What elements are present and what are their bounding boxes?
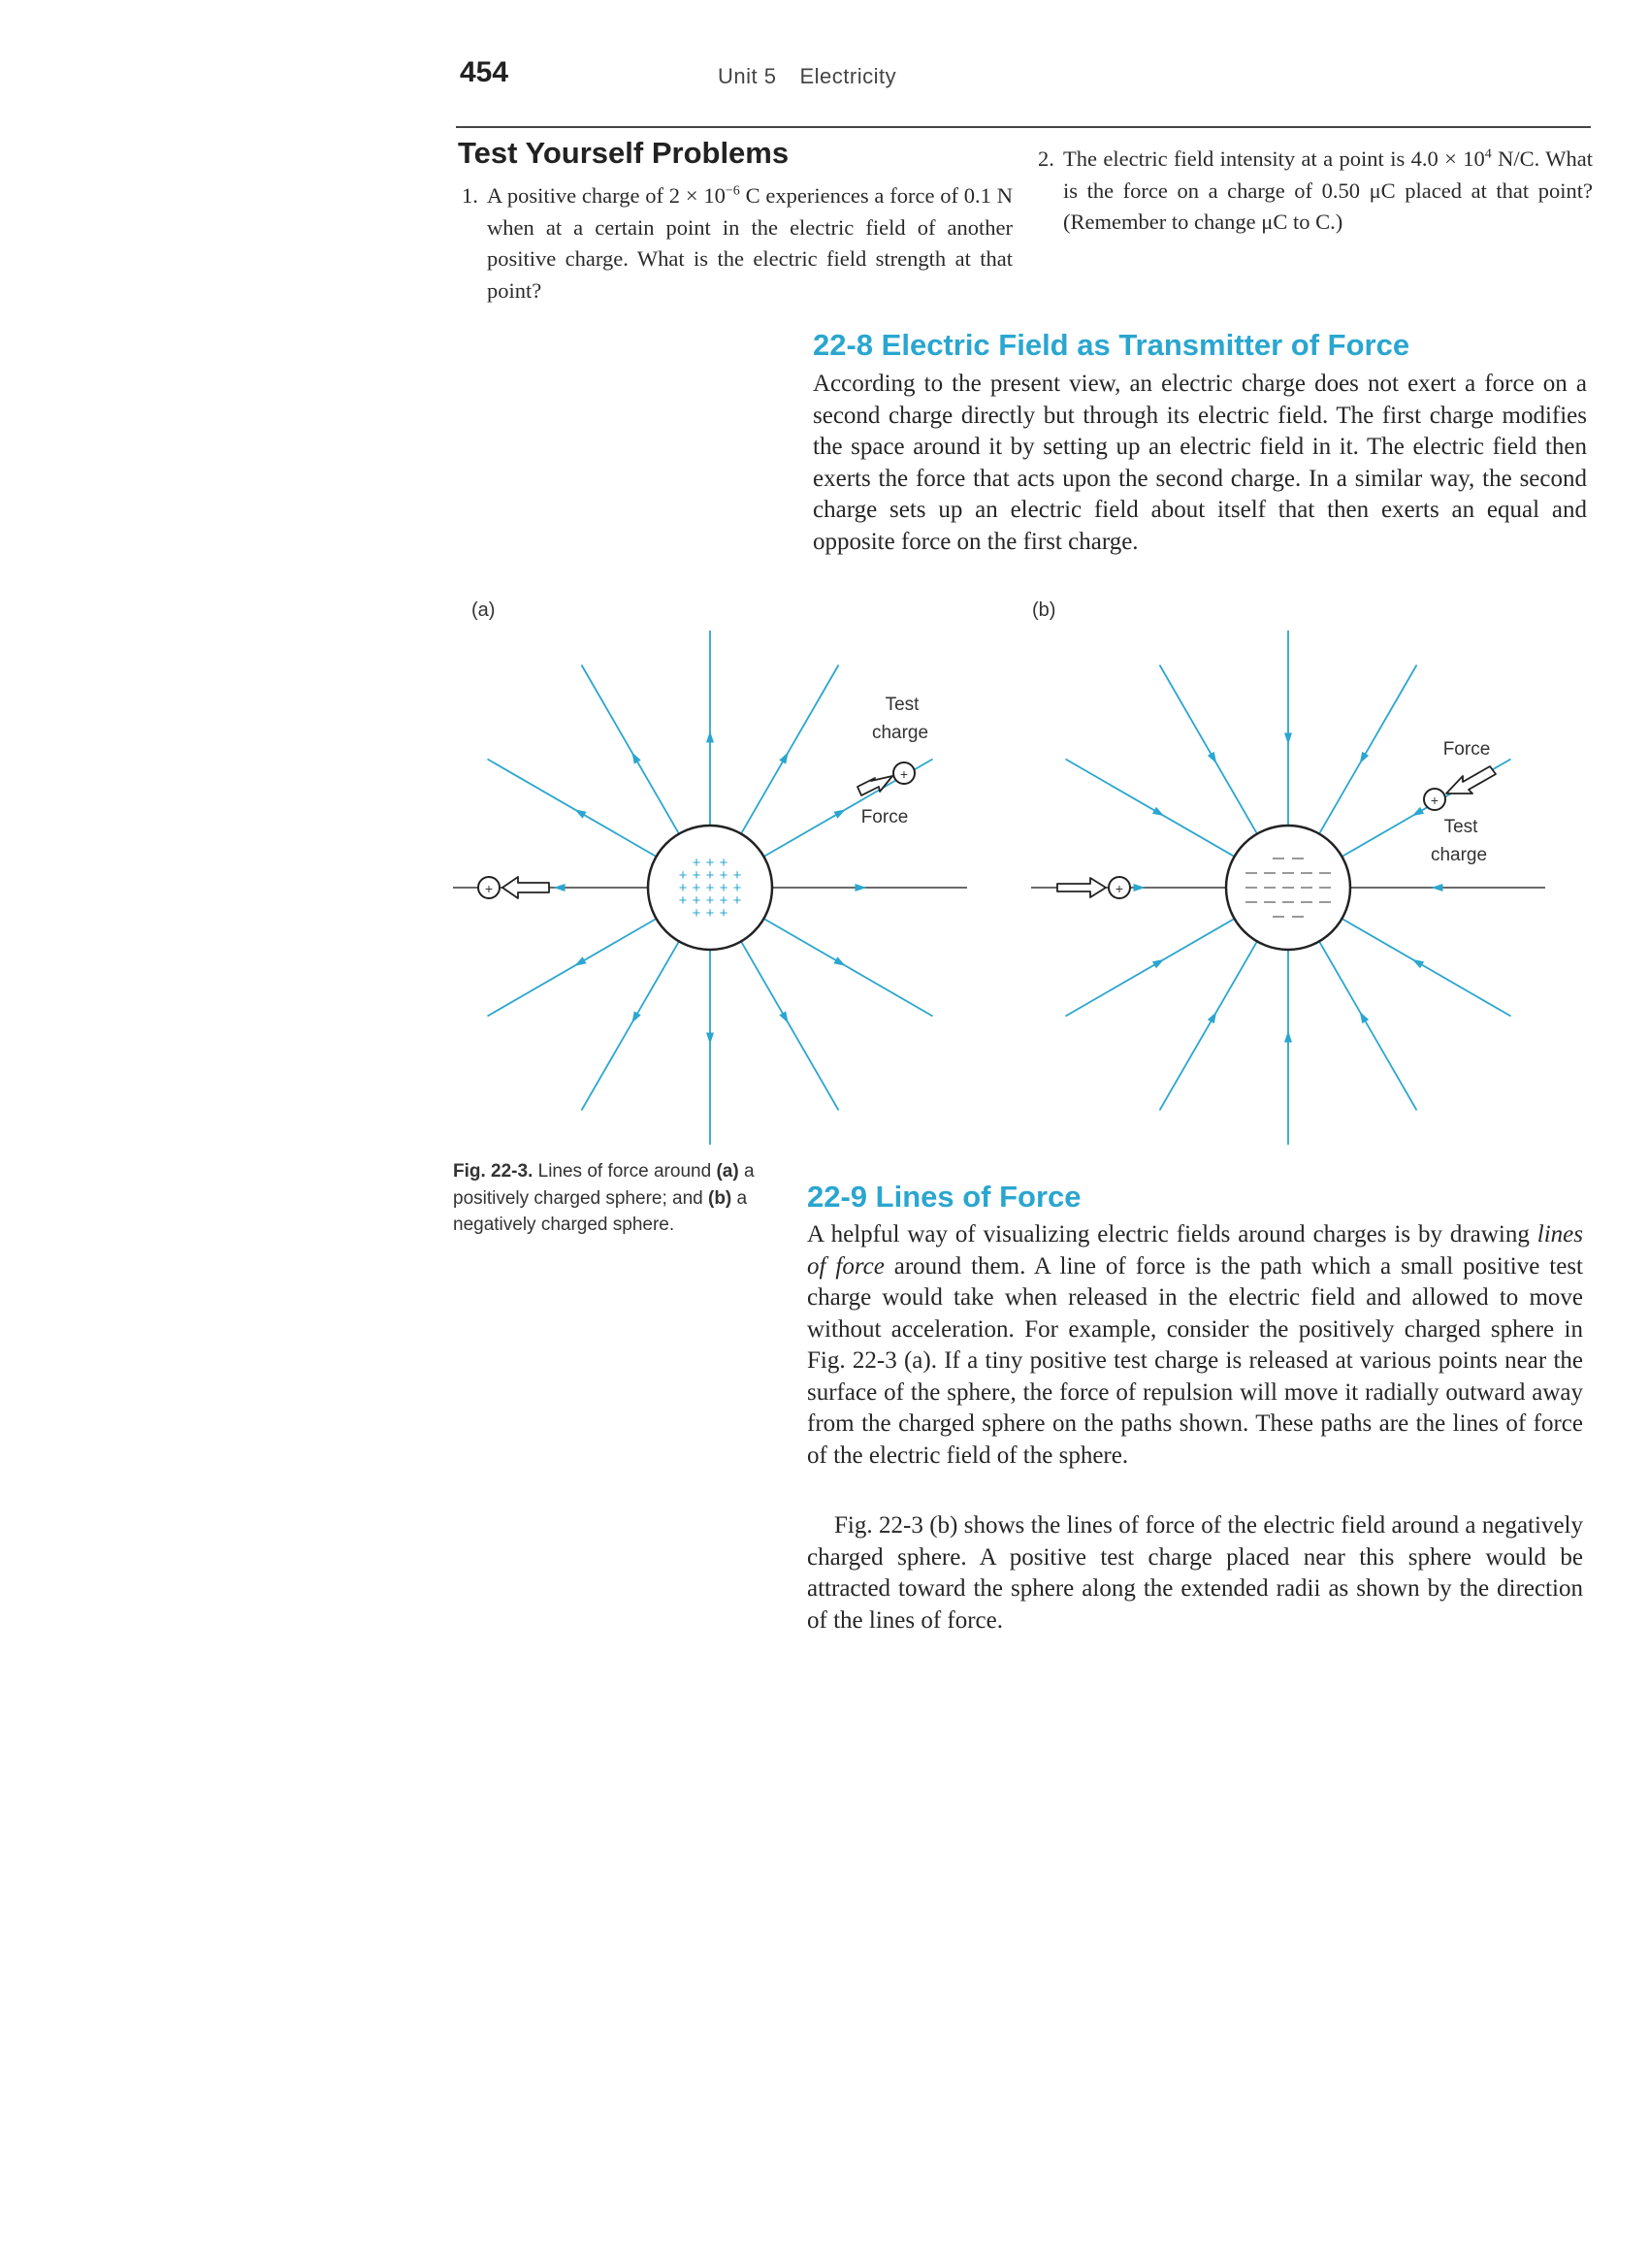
- test-charge-label-a-line1: Test: [885, 695, 920, 715]
- para1-end: around them. A line of force is the path which a small positive test charge would take when released in the electric field and allowed to move without acceleration. For example, consider the positively charged sphere in Fig. 22-3 (a). If a tiny positive test charge is released at various points near the surface of the sphere, the force of repulsion will move it radially outward away from the charged sphere on the paths shown. These paths are the lines of force of the electric field of the sphere.: [807, 1252, 1583, 1469]
- chapter-label: Electricity: [799, 64, 897, 88]
- plus-sign: +: [692, 855, 701, 871]
- section-22-9-paragraph-2: Fig. 22-3 (b) shows the lines of force of the electric field around a negatively charged sphere. A positive test charge placed near this sphere would be attracted toward the sphere along the extended radii as shown by the direction of the lines of force.: [807, 1512, 1583, 1634]
- plus-sign: +: [705, 892, 715, 909]
- left-force-arrow-b: [1057, 878, 1106, 897]
- caption-text-2: a positively charged sphere; and: [453, 1161, 755, 1209]
- field-line: [1160, 665, 1258, 834]
- field-line-arrowhead: [1412, 807, 1424, 816]
- plus-sign: +: [732, 867, 742, 884]
- field-line: [741, 941, 839, 1110]
- figure-caption: [453, 1158, 763, 1239]
- plus-sign: +: [719, 905, 728, 922]
- field-line: [1319, 665, 1417, 834]
- left-force-arrow-a: [502, 877, 549, 898]
- test-charge-b-symbol: +: [1430, 793, 1439, 808]
- problem-2-exponent: 4: [1484, 146, 1492, 162]
- field-line-arrowhead: [554, 884, 566, 891]
- field-line-arrowhead: [1152, 807, 1164, 816]
- field-line: [1066, 760, 1235, 858]
- field-line-arrowhead: [1134, 884, 1146, 891]
- field-line-arrowhead: [1208, 1012, 1216, 1023]
- force-label-b: Force: [1442, 739, 1491, 760]
- plus-sign: +: [732, 892, 742, 909]
- field-line-arrowhead: [1152, 959, 1164, 968]
- panel-b: [1031, 631, 1545, 1145]
- plus-sign: +: [719, 880, 728, 896]
- problem-2-text-start: The electric field intensity at a point is 4.0 × 10: [1063, 146, 1485, 171]
- section-22-8-heading: 22-8 Electric Field as Transmitter of Force: [813, 328, 1410, 362]
- field-line-arrowhead: [1284, 1030, 1292, 1042]
- section-22-9-heading: 22-9 Lines of Force: [807, 1180, 1082, 1214]
- problem-1-exponent: −6: [725, 183, 740, 199]
- problem-2-number: 2.: [1038, 146, 1054, 171]
- plus-sign: +: [719, 867, 728, 884]
- field-line-arrowhead: [1412, 959, 1424, 968]
- plus-sign: +: [732, 880, 742, 896]
- field-line: [1066, 919, 1235, 1017]
- test-charge-a-symbol: +: [899, 766, 909, 782]
- field-line: [1342, 919, 1510, 1017]
- problem-1-number: 1.: [462, 183, 478, 208]
- field-line-arrowhead: [855, 884, 866, 891]
- caption-part-b: (b): [708, 1187, 732, 1209]
- caption-part-a: (a): [716, 1161, 739, 1182]
- para1-start: A helpful way of visualizing electric fields around charges is by drawing: [807, 1221, 1537, 1247]
- plus-sign: +: [692, 867, 701, 884]
- problem-2: [1038, 144, 1593, 239]
- plus-sign: +: [692, 905, 701, 922]
- force-arrow-b: [1446, 766, 1496, 794]
- caption-text-1: Lines of force around: [533, 1161, 717, 1182]
- force-label-a: Force: [860, 807, 909, 827]
- running-head: [718, 64, 896, 89]
- field-line-arrowhead: [706, 1032, 714, 1044]
- figure-label-b: (b): [1032, 599, 1056, 621]
- field-line-arrowhead: [1360, 1012, 1369, 1023]
- field-line-arrowhead: [833, 956, 845, 965]
- plus-sign: +: [705, 880, 715, 896]
- page-number: 454: [460, 56, 509, 88]
- field-line-arrowhead: [1431, 884, 1442, 891]
- problem-2-text-end: N/C. What is the force on a charge of 0.50 μC placed at that point? (Remember to change μC to C.): [1063, 146, 1594, 234]
- para1-italic-term: lines of force: [807, 1221, 1583, 1280]
- plus-sign: +: [705, 867, 715, 884]
- field-line: [763, 919, 932, 1017]
- lines-of-force-figure: [427, 621, 1571, 1164]
- field-line: [741, 665, 839, 834]
- test-yourself-title: Test Yourself Problems: [458, 136, 790, 170]
- field-line-arrowhead: [574, 956, 586, 965]
- header-rule: [456, 126, 1591, 128]
- test-charge-label-a-line2: charge: [871, 723, 929, 743]
- field-line-arrowhead: [1284, 733, 1292, 745]
- field-line-arrowhead: [833, 809, 845, 818]
- panel-a: [453, 631, 967, 1145]
- field-line: [1319, 941, 1417, 1110]
- caption-text-3: a negatively charged sphere.: [453, 1187, 748, 1235]
- problem-1-text-end: C experiences a force of 0.1 N when at a certain point in the electric field of another positive charge. What is the electric field strength at that point?: [487, 183, 1013, 303]
- field-line-arrowhead: [574, 809, 586, 818]
- field-line-arrowhead: [779, 752, 788, 763]
- field-line-arrowhead: [779, 1011, 788, 1022]
- plus-sign: +: [692, 880, 701, 896]
- field-line-arrowhead: [1360, 752, 1369, 763]
- test-charge-label-b-line1: Test: [1443, 817, 1478, 837]
- field-line-arrowhead: [631, 1011, 640, 1022]
- plus-sign: +: [719, 855, 728, 871]
- figure-label-a: (a): [471, 599, 496, 621]
- plus-sign: +: [719, 892, 728, 909]
- section-22-8-body: According to the present view, an electric charge does not exert a force on a second charge directly but through its electric field. The first charge modifies the space around it by setting up an electric field in it. The electric field then exerts the force that acts upon the second charge. In a similar way, the second charge sets up an electric field about itself that then exerts an equal and opposite force on the first charge.: [813, 371, 1587, 555]
- left-test-charge-a-symbol: +: [484, 881, 494, 896]
- plus-sign: +: [705, 905, 715, 922]
- field-line: [488, 760, 657, 858]
- field-line: [582, 665, 680, 834]
- left-test-charge-b-symbol: +: [1115, 881, 1124, 896]
- problem-1: [462, 180, 1013, 307]
- unit-label: Unit 5: [718, 64, 777, 88]
- plus-sign: +: [705, 855, 715, 871]
- test-charge-label-b-line2: charge: [1430, 845, 1488, 865]
- field-line-arrowhead: [631, 752, 640, 763]
- plus-sign: +: [678, 880, 688, 896]
- plus-sign: +: [692, 892, 701, 909]
- field-line-arrowhead: [1208, 752, 1216, 763]
- problem-1-text-start: A positive charge of 2 × 10: [487, 183, 726, 208]
- field-line-arrowhead: [706, 731, 714, 743]
- caption-fig-ref: Fig. 22-3.: [453, 1161, 534, 1182]
- plus-sign: +: [678, 867, 688, 884]
- field-line: [1160, 941, 1258, 1110]
- field-line: [582, 941, 680, 1110]
- plus-sign: +: [678, 892, 688, 909]
- section-22-9-paragraph-1: [807, 1219, 1583, 1472]
- field-line: [488, 919, 657, 1017]
